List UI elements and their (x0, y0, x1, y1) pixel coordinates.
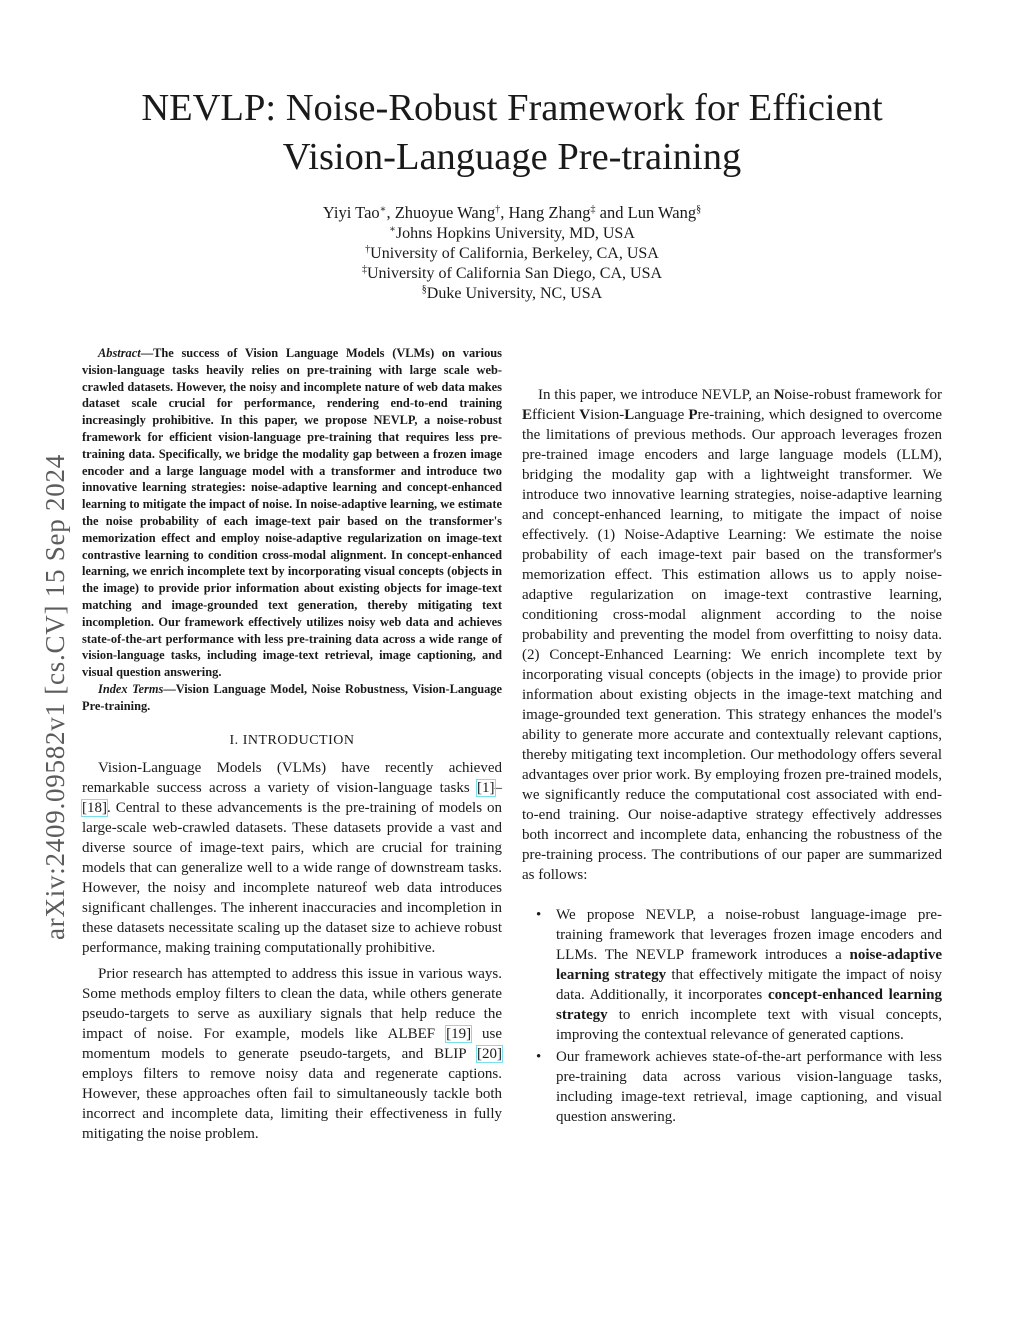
affiliation-1: ∗Johns Hopkins University, MD, USA (389, 224, 635, 242)
author-mark: ‡ (590, 204, 596, 215)
affiliation-2: †University of California, Berkeley, CA, USA (365, 244, 659, 262)
contributions-list (522, 905, 942, 1127)
intro-paragraph-2: Prior research has attempted to address this issue in various ways. Some methods employ filters to clean the data, while others generate pseudo-targets to serve as auxiliary signals that help reduce the impact of noise. For example, models like ALBEF [19] use momentum models to generate pseudo-targets, and BLIP [20] employs filters to remove noisy data and regenerate captions. However, these approaches often fail to simultaneously tackle both incorrect and incomplete data, limiting their effectiveness in fully mitigating the noise problem. (82, 965, 503, 1142)
index-terms-label: Index Terms (98, 681, 164, 696)
bullet-icon: • (536, 1049, 542, 1065)
author-names: Yiyi Tao∗, Zhuoyue Wang†, Hang Zhang‡ and Lun Wang§ (322, 203, 702, 222)
intro-paragraph-3: In this paper, we introduce NEVLP, an Noise-robust framework for Efficient Vision-Language Pre-training, which designed to overcome the limitations of previous methods. Our approach leverages frozen pre-trained image encoders and large language models (LLM), bridging the modality gap with a lightweight transformer. We introduce two innovative learning strategies, noise-adaptive learning and concept-enhanced learning, to mitigate the impact of noise effectively. (1) Noise-Adaptive Learning: We estimate the noise probability of each image-text pair based on the transformer's memorization effect. This estimation allows us to apply noise-adaptive regularization on image-text contrastive learning, conditioning cross-modal alignment according to the noise probability and preventing the model from overfitting to noisy data. (2) Concept-Enhanced Learning: We enrich incomplete text by incorporating visual concepts (objects in the image) to provide prior information about existing objects in the image-text matching and image-grounded text generation. This strategy enhances the model's ability to generate more accurate and contextually relevant captions, thereby mitigating text incompletion. Our methodology offers several advantages over prior work. By employing frozen pre-trained models, we significantly reduce the computational cost associated with end-to-end training. Our noise-adaptive strategy effectively addresses both incorrect and incomplete data, enhancing the robustness of the pre-training process. The contributions of our paper are summarized as follows: (522, 387, 943, 883)
citation-link[interactable]: [1] (477, 779, 495, 796)
citation-link[interactable]: [19] (446, 1025, 472, 1042)
paper-title (80, 84, 944, 182)
author-name: Zhuoyue Wang (394, 203, 496, 222)
title-line-2: Vision-Language Pre-training (282, 136, 742, 178)
bullet-icon: • (536, 907, 542, 923)
section-heading-introduction: I. INTRODUCTION (229, 732, 355, 748)
index-terms: Index Terms—Vision Language Model, Noise Robustness, Vision-Language Pre-training. (82, 681, 502, 713)
author-mark: § (696, 204, 702, 215)
citation-link[interactable]: [20] (477, 1045, 502, 1062)
author-name: Yiyi Tao (322, 203, 380, 222)
affiliation-4: §Duke University, NC, USA (421, 284, 603, 302)
author-mark: ∗ (379, 204, 387, 215)
left-column (82, 345, 502, 1150)
index-terms-text: Vision Language Model, Noise Robustness, Vision-Language Pre-training. (82, 681, 502, 713)
abstract-text: The success of Vision Language Models (VLMs) on various vision-language tasks heavily relies on pre-training with large scale web-crawled datasets. However, the noisy and incomplete nature of web data makes dataset scale crucial for performance, rendering end-to-end training increasingly prohibitive. In this paper, we propose NEVLP, a noise-robust framework for efficient vision-language pre-training that requires less pre-training data. Specifically, we bridge the modality gap between a frozen image encoder and a large language model with a transformer and introduce two innovative learning strategies: noise-adaptive learning and concept-enhanced learning to mitigate the impact of noise. In noise-adaptive learning, we estimate the noise probability of each image-text pair based on the transformer's memorization effect and employ noise-adaptive regularization on image-text contrastive learning to condition cross-modal alignment. In concept-enhanced learning, we enrich incomplete text by incorporating visual concepts (objects in the image) to provide prior information about existing objects for image-text matching and image-grounded text generation, thereby mitigating text incompletion. Our framework effectively utilizes noisy web data and achieves state-of-the-art performance with less pre-training data across a wide range of vision-language tasks, including image-text retrieval, image captioning, and visual question answering. (82, 346, 502, 680)
author-name: Hang Zhang (508, 203, 591, 222)
author-mark: † (495, 204, 501, 215)
right-column (522, 345, 942, 1129)
list-item: • We propose NEVLP, a noise-robust language-image pre-training framework that leverages frozen image encoders and LLMs. The NEVLP framework introduces a noise-adaptive learning strategy that effectively mitigate the impact of noisy data. Additionally, it incorporates concept-enhanced learning strategy to enrich incomplete text with visual concepts, improving the contextual relevance of generated captions. (536, 907, 943, 1043)
list-item: • Our framework achieves state-of-the-art performance with less pre-training data across various vision-language tasks, including image-text retrieval, image captioning, and visual question answering. (536, 1049, 942, 1125)
emphasis-text: noise-adaptive learning strategy (556, 947, 942, 983)
citation-link[interactable]: [18] (82, 799, 107, 816)
emphasis-text: concept-enhanced learning strategy (556, 987, 943, 1023)
title-line-1: NEVLP: Noise-Robust Framework for Efficient (141, 87, 883, 129)
arxiv-identifier: arXiv:2409.09582v1 [cs.CV] 15 Sep 2024 (40, 454, 70, 940)
affiliation-3: ‡University of California San Diego, CA, USA (361, 264, 663, 282)
author-block (150, 203, 874, 304)
abstract: Abstract—The success of Vision Language Models (VLMs) on various vision-language tasks heavily relies on pre-training with large scale web-crawled datasets. However, the noisy and incomplete nature of web data makes dataset scale crucial for performance, rendering end-to-end training increasingly prohibitive. In this paper, we propose NEVLP, a noise-robust framework for efficient vision-language pre-training that requires less pre-training data. Specifically, we bridge the modality gap between a frozen image encoder and a large language model with a transformer and introduce two innovative learning strategies: noise-adaptive learning and concept-enhanced learning to mitigate the impact of noise. In noise-adaptive learning, we estimate the noise probability of each image-text pair based on the transformer's memorization effect and employ noise-adaptive regularization on image-text contrastive learning to condition cross-modal alignment. In concept-enhanced learning, we enrich incomplete text by incorporating visual concepts (objects in the image) to provide prior information about existing objects for image-text matching and image-grounded text generation, thereby mitigating text incompletion. Our framework effectively utilizes noisy web data and achieves state-of-the-art performance with less pre-training data across a wide range of vision-language tasks, including image-text retrieval, image captioning, and visual question answering. (82, 346, 502, 680)
author-name: Lun Wang (627, 203, 697, 222)
intro-paragraph-1: Vision-Language Models (VLMs) have recently achieved remarkable success across a variety of vision-language tasks [1]–[18]. Central to these advancements is the pre-training of models on large-scale web-crawled datasets. These datasets provide a vast and diverse source of image-text pairs, which are crucial for training models that can generalize well to a wide range of downstream tasks. However, the noisy and incomplete natureof web data introduces significant challenges. The inherent inaccuracies and incompletion in these datasets necessitate scaling up the dataset size to achieve robust performance, making training computationally prohibitive. (82, 759, 502, 956)
abstract-label: Abstract (98, 346, 141, 360)
